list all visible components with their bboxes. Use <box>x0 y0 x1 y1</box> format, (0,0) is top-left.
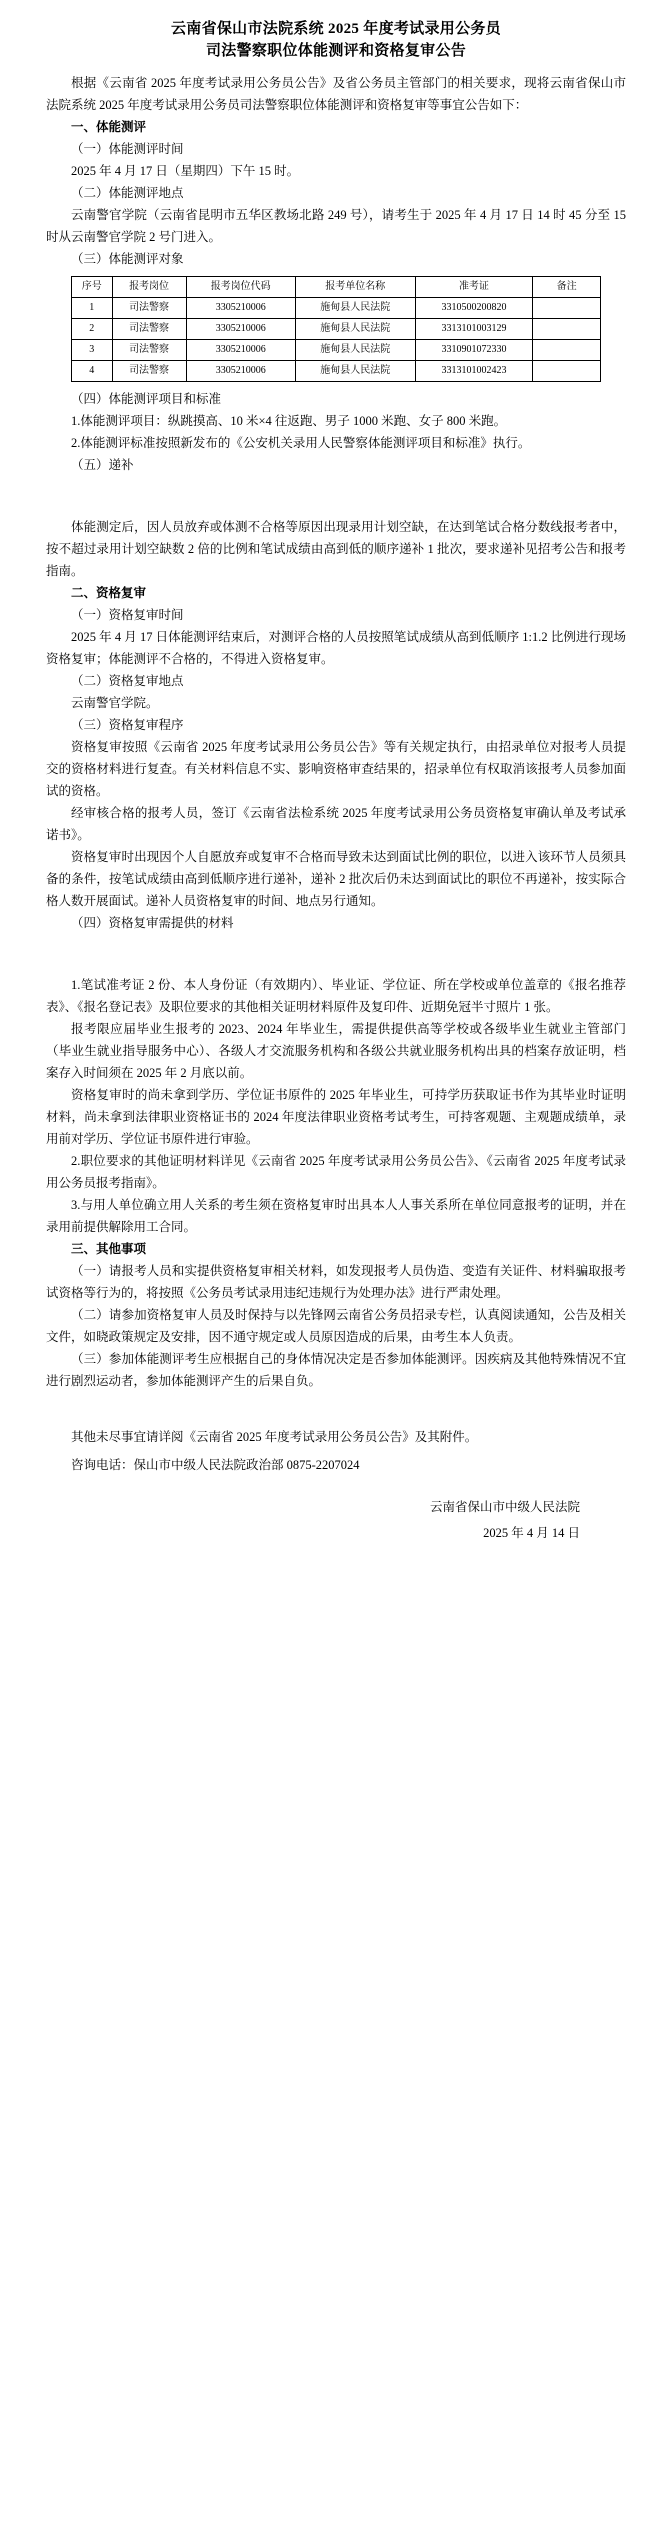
cell-remark <box>533 361 601 382</box>
section-heading-3: 三、其他事项 <box>71 1242 147 1256</box>
section-3-body-3: （三）参加体能测评考生应根据自己的身体情况决定是否参加体能测评。因疾病及其他特殊情况不宜进行剧烈运动者，参加体能测评产生的后果自负。 <box>46 1352 626 1388</box>
subsection-1-5-body: 体能测定后，因人员放弃或体测不合格等原因出现录用计划空缺，在达到笔试合格分数线报考者中，按不超过录用计划空缺数 2 倍的比例和笔试成绩由高到低的顺序递补 1 批次，要求递补见招考公告和报考指南。 <box>46 520 626 578</box>
subsection-1-1-body: 2025 年 4 月 17 日（星期四）下午 15 时。 <box>71 164 300 178</box>
cell-position: 司法警察 <box>112 298 186 319</box>
subsection-1-2-title: （二）体能测评地点 <box>71 186 184 200</box>
table-header-row <box>72 277 601 298</box>
cell-remark <box>533 319 601 340</box>
subsection-1-1-title: （一）体能测评时间 <box>71 142 184 156</box>
subsection-2-4-body-1: 1.笔试准考证 2 份、本人身份证（有效期内）、毕业证、学位证、所在学校或单位盖章的《报名推荐表》、《报名登记表》及职位要求的其他相关证明材料原件及复印件、近期免冠半寸照片 1 张。 <box>46 978 626 1014</box>
table-row <box>72 298 601 319</box>
table-header-admission: 准考证 <box>415 277 533 298</box>
subsection-2-4-title: （四）资格复审需提供的材料 <box>71 916 234 930</box>
table-header-position: 报考岗位 <box>112 277 186 298</box>
subsection-2-4-body-3: 资格复审时的尚未拿到学历、学位证书原件的 2025 年毕业生，可持学历获取证书作为其毕业时证明材料，尚未拿到法律职业资格证书的 2024 年度法律职业资格考试考生，可持客观题、主观题成绩单，录用前对学历、学位证书原件进行审验。 <box>46 1088 626 1146</box>
section-3-body-1: （一）请报考人员和实提供资格复审相关材料，如发现报考人员伪造、变造有关证件、材料骗取报考试资格等行为的，将按照《公务员考试录用违纪违规行为处理办法》进行严肃处理。 <box>46 1264 626 1300</box>
page-title <box>46 18 626 62</box>
table-row <box>72 319 601 340</box>
subsection-2-4-body-2: 报考限应届毕业生报考的 2023、2024 年毕业生，需提供提供高等学校或各级毕业生就业主管部门（毕业生就业指导服务中心）、各级人才交流服务机构和各级公共就业服务机构出具的档案存放证明，档案存入时间须在 2025 年 2 月底以前。 <box>46 1022 626 1080</box>
subsection-1-3-title: （三）体能测评对象 <box>71 252 184 266</box>
signature-date: 2025 年 4 月 14 日 <box>483 1526 580 1540</box>
cell-code: 3305210006 <box>186 298 295 319</box>
subsection-2-4-body-5: 3.与用人单位确立用人关系的考生须在资格复审时出具本人人事关系所在单位同意报考的证明，并在录用前提供解除用工合同。 <box>46 1198 626 1234</box>
cell-no: 4 <box>72 361 113 382</box>
subsection-1-4-body-1: 1.体能测评项目：纵跳摸高、10 米×4 往返跑、男子 1000 米跑、女子 800 米跑。 <box>71 414 507 428</box>
table-header-code: 报考岗位代码 <box>186 277 295 298</box>
page-title-line1: 云南省保山市法院系统 2025 年度考试录用公务员 <box>170 21 501 37</box>
subsection-2-3-body-2: 经审核合格的报考人员，签订《云南省法检系统 2025 年度考试录用公务员资格复审确认单及考试承诺书》。 <box>46 806 626 842</box>
subsection-2-3-title: （三）资格复审程序 <box>71 718 184 732</box>
cell-unit: 施甸县人民法院 <box>295 361 415 382</box>
intro-paragraph: 根据《云南省 2025 年度考试录用公务员公告》及省公务员主管部门的相关要求，现将云南省保山市法院系统 2025 年度考试录用公务员司法警察职位体能测评和资格复审等事宜公告如下： <box>46 76 626 112</box>
cell-code: 3305210006 <box>186 361 295 382</box>
cell-no: 2 <box>72 319 113 340</box>
cell-no: 3 <box>72 340 113 361</box>
candidate-table <box>71 276 601 382</box>
signature-organization: 云南省保山市中级人民法院 <box>429 1500 580 1514</box>
subsection-2-2-body: 云南警官学院。 <box>71 696 159 710</box>
cell-admission: 3313101002423 <box>415 361 533 382</box>
cell-code: 3305210006 <box>186 319 295 340</box>
contact-line: 咨询电话：保山市中级人民法院政治部 0875-2207024 <box>71 1458 360 1472</box>
section-heading-2: 二、资格复审 <box>71 586 147 600</box>
subsection-2-2-title: （二）资格复审地点 <box>71 674 184 688</box>
cell-unit: 施甸县人民法院 <box>295 340 415 361</box>
cell-unit: 施甸县人民法院 <box>295 298 415 319</box>
cell-remark <box>533 298 601 319</box>
closing-paragraph: 其他未尽事宜请详阅《云南省 2025 年度考试录用公务员公告》及其附件。 <box>71 1430 478 1444</box>
subsection-2-1-body: 2025 年 4 月 17 日体能测评结束后，对测评合格的人员按照笔试成绩从高到低顺序 1:1.2 比例进行现场资格复审；体能测评不合格的，不得进入资格复审。 <box>46 630 626 666</box>
table-row <box>72 340 601 361</box>
cell-position: 司法警察 <box>112 340 186 361</box>
subsection-2-3-body-1: 资格复审按照《云南省 2025 年度考试录用公务员公告》等有关规定执行，由招录单位对报考人员提交的资格材料进行复查。有关材料信息不实、影响资格审查结果的，招录单位有权取消该报考人员参加面试的资格。 <box>46 740 626 798</box>
cell-admission: 3310500200820 <box>415 298 533 319</box>
table-row <box>72 361 601 382</box>
section-heading-1: 一、体能测评 <box>71 120 147 134</box>
section-3-body-2: （二）请参加资格复审人员及时保持与以先锋网云南省公务员招录专栏，认真阅读通知，公告及相关文件，如晓政策规定及安排，因不通守规定或人员原因造成的后果，由考生本人负责。 <box>46 1308 626 1344</box>
cell-position: 司法警察 <box>112 319 186 340</box>
cell-admission: 3310901072330 <box>415 340 533 361</box>
subsection-2-4-body-4: 2.职位要求的其他证明材料详见《云南省 2025 年度考试录用公务员公告》、《云南省 2025 年度考试录用公务员报考指南》。 <box>46 1154 626 1190</box>
cell-position: 司法警察 <box>112 361 186 382</box>
cell-admission: 3313101003129 <box>415 319 533 340</box>
subsection-1-4-body-2: 2.体能测评标准按照新发布的《公安机关录用人民警察体能测评项目和标准》执行。 <box>71 436 531 450</box>
subsection-2-3-body-3: 资格复审时出现因个人自愿放弃或复审不合格而导致未达到面试比例的职位，以进入该环节人员须具备的条件，按笔试成绩由高到低顺序进行递补，递补 2 批次后仍未达到面试比的职位不再递补，按实际合格人数开展面试。递补人员资格复审的时间、地点另行通知。 <box>46 850 626 908</box>
subsection-1-4-title: （四）体能测评项目和标准 <box>71 392 222 406</box>
subsection-2-1-title: （一）资格复审时间 <box>71 608 184 622</box>
table-header-no: 序号 <box>72 277 113 298</box>
table-header-remark: 备注 <box>533 277 601 298</box>
subsection-1-5-title: （五）递补 <box>71 458 134 472</box>
page-title-line2: 司法警察职位体能测评和资格复审公告 <box>205 43 467 59</box>
cell-unit: 施甸县人民法院 <box>295 319 415 340</box>
cell-remark <box>533 340 601 361</box>
cell-code: 3305210006 <box>186 340 295 361</box>
table-header-unit: 报考单位名称 <box>295 277 415 298</box>
cell-no: 1 <box>72 298 113 319</box>
subsection-1-2-body: 云南警官学院（云南省昆明市五华区教场北路 249 号），请考生于 2025 年 4 月 17 日 14 时 45 分至 15 时从云南警官学院 2 号门进入。 <box>46 208 626 244</box>
